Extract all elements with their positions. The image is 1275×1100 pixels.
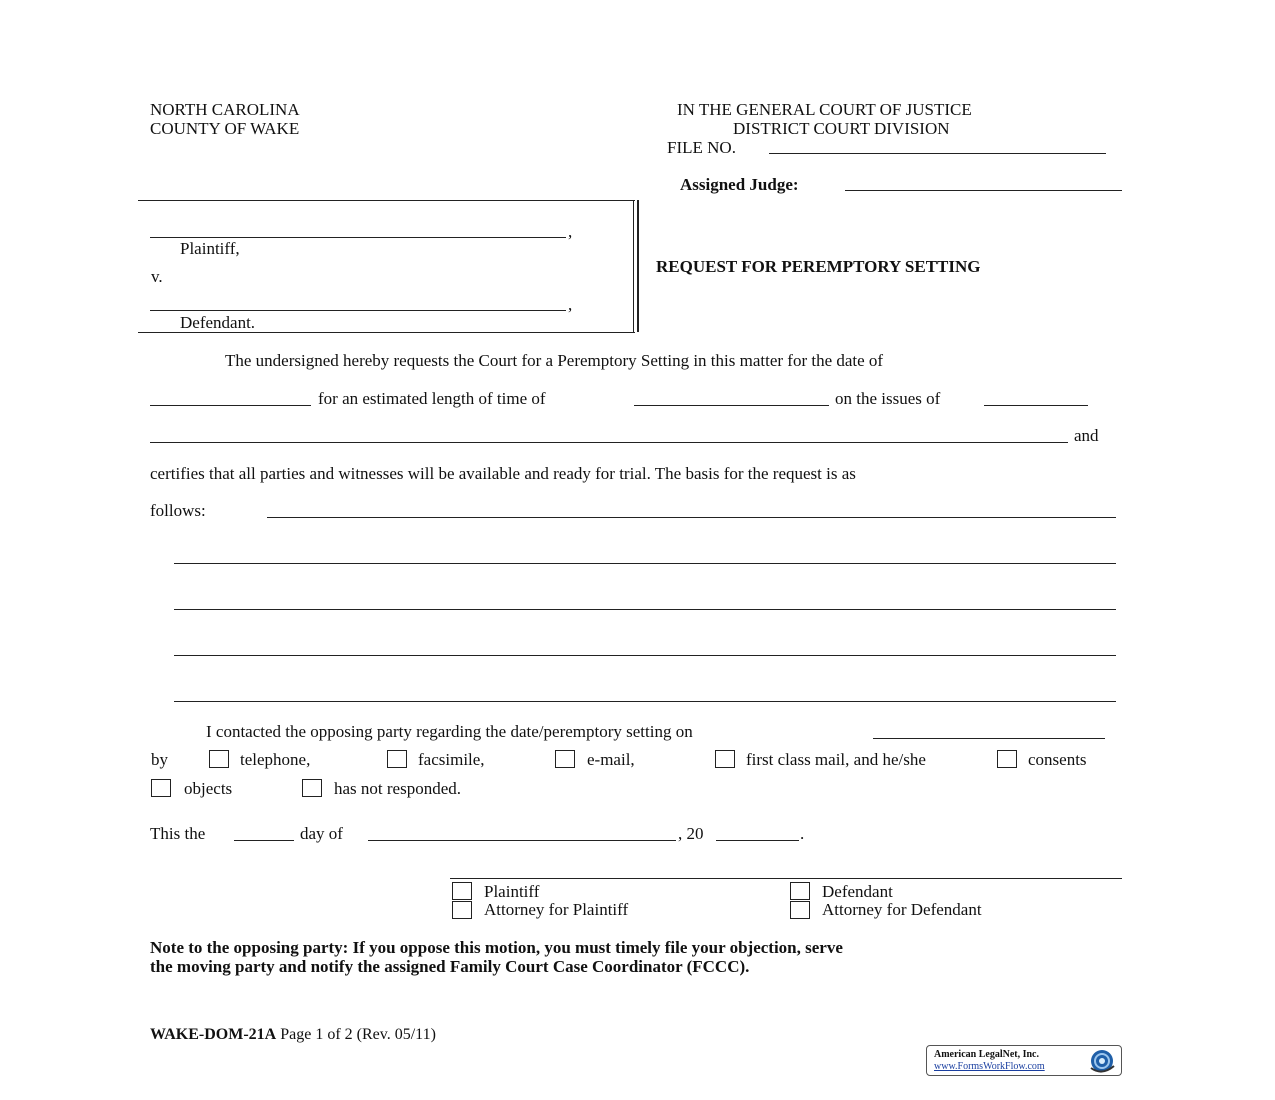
not-responded-checkbox[interactable] <box>302 779 322 797</box>
assigned-judge-label: Assigned Judge: <box>680 175 799 194</box>
signer-defendant-label: Defendant <box>822 882 893 901</box>
first-class-mail-label: first class mail, and he/she <box>746 750 926 769</box>
basis-field-1[interactable] <box>267 517 1116 518</box>
telephone-checkbox[interactable] <box>209 750 229 768</box>
signer-attorney-defendant-label: Attorney for Defendant <box>822 900 982 919</box>
division-label: DISTRICT COURT DIVISION <box>733 119 950 138</box>
day-field[interactable] <box>234 840 294 841</box>
versus-label: v. <box>151 267 163 286</box>
basis-field-5[interactable] <box>174 701 1116 702</box>
by-label: by <box>151 750 168 769</box>
state-label: NORTH CAROLINA <box>150 100 300 119</box>
facsimile-checkbox[interactable] <box>387 750 407 768</box>
contact-date-field[interactable] <box>873 738 1105 739</box>
file-no-field[interactable] <box>769 153 1106 154</box>
facsimile-label: facsimile, <box>418 750 485 769</box>
body-line-2-mid: for an estimated length of time of <box>318 389 546 408</box>
logo-company: American LegalNet, Inc. <box>934 1049 1039 1060</box>
year-prefix-label: , 20 <box>678 824 704 843</box>
length-of-time-field[interactable] <box>634 405 829 406</box>
file-no-label: FILE NO. <box>667 138 736 157</box>
follows-label: follows: <box>150 501 206 520</box>
telephone-label: telephone, <box>240 750 311 769</box>
month-field[interactable] <box>368 840 676 841</box>
assigned-judge-field[interactable] <box>845 190 1122 191</box>
page-info: Page 1 of 2 (Rev. 05/11) <box>280 1026 436 1043</box>
court-label: IN THE GENERAL COURT OF JUSTICE <box>677 100 972 119</box>
logo-url[interactable]: www.FormsWorkFlow.com <box>934 1061 1045 1072</box>
day-of-label: day of <box>300 824 343 843</box>
signer-attorney-defendant-checkbox[interactable] <box>790 901 810 919</box>
email-label: e-mail, <box>587 750 635 769</box>
plaintiff-label: Plaintiff, <box>180 239 240 258</box>
objects-label: objects <box>184 779 233 798</box>
county-label: COUNTY OF WAKE <box>150 119 300 138</box>
body-line-3-end: and <box>1074 426 1099 445</box>
signature-line[interactable] <box>450 878 1122 879</box>
signer-defendant-checkbox[interactable] <box>790 882 810 900</box>
plaintiff-name-field[interactable] <box>150 237 566 238</box>
objects-checkbox[interactable] <box>151 779 171 797</box>
basis-field-2[interactable] <box>174 563 1116 564</box>
contact-line-1: I contacted the opposing party regarding the date/peremptory setting on <box>206 722 693 741</box>
defendant-label: Defendant. <box>180 313 256 332</box>
caption-comma: , <box>568 222 573 241</box>
american-legalnet-logo[interactable] <box>926 1045 1122 1076</box>
this-the-label: This the <box>150 824 206 843</box>
page-title: REQUEST FOR PEREMPTORY SETTING <box>656 257 981 276</box>
globe-icon <box>1087 1048 1117 1074</box>
signer-plaintiff-label: Plaintiff <box>484 882 540 901</box>
caption-divider-thick <box>637 200 639 332</box>
basis-field-3[interactable] <box>174 609 1116 610</box>
defendant-name-field[interactable] <box>150 310 566 311</box>
consents-label: consents <box>1028 750 1087 769</box>
caption-divider <box>633 200 634 332</box>
first-class-mail-checkbox[interactable] <box>715 750 735 768</box>
form-footer <box>150 1026 436 1044</box>
email-checkbox[interactable] <box>555 750 575 768</box>
date-period: . <box>800 824 805 843</box>
not-responded-label: has not responded. <box>334 779 462 798</box>
year-field[interactable] <box>716 840 799 841</box>
caption-comma: , <box>568 295 573 314</box>
note-line-2: the moving party and notify the assigned Family Court Case Coordinator (FCCC). <box>150 957 750 976</box>
setting-date-field[interactable] <box>150 405 311 406</box>
signer-attorney-plaintiff-checkbox[interactable] <box>452 901 472 919</box>
form-id: WAKE-DOM-21A <box>150 1026 277 1043</box>
note-line-1: Note to the opposing party: If you oppose this motion, you must timely file your objection, serve <box>150 938 843 957</box>
body-line-2-end: on the issues of <box>835 389 941 408</box>
body-line-4: certifies that all parties and witnesses will be available and ready for trial. The basis for the request is as <box>150 464 856 483</box>
body-line-1: The undersigned hereby requests the Court for a Peremptory Setting in this matter for the date of <box>225 351 884 370</box>
issues-field-continued[interactable] <box>150 442 1068 443</box>
consents-checkbox[interactable] <box>997 750 1017 768</box>
signer-plaintiff-checkbox[interactable] <box>452 882 472 900</box>
issues-field[interactable] <box>984 405 1088 406</box>
basis-field-4[interactable] <box>174 655 1116 656</box>
signer-attorney-plaintiff-label: Attorney for Plaintiff <box>484 900 629 919</box>
